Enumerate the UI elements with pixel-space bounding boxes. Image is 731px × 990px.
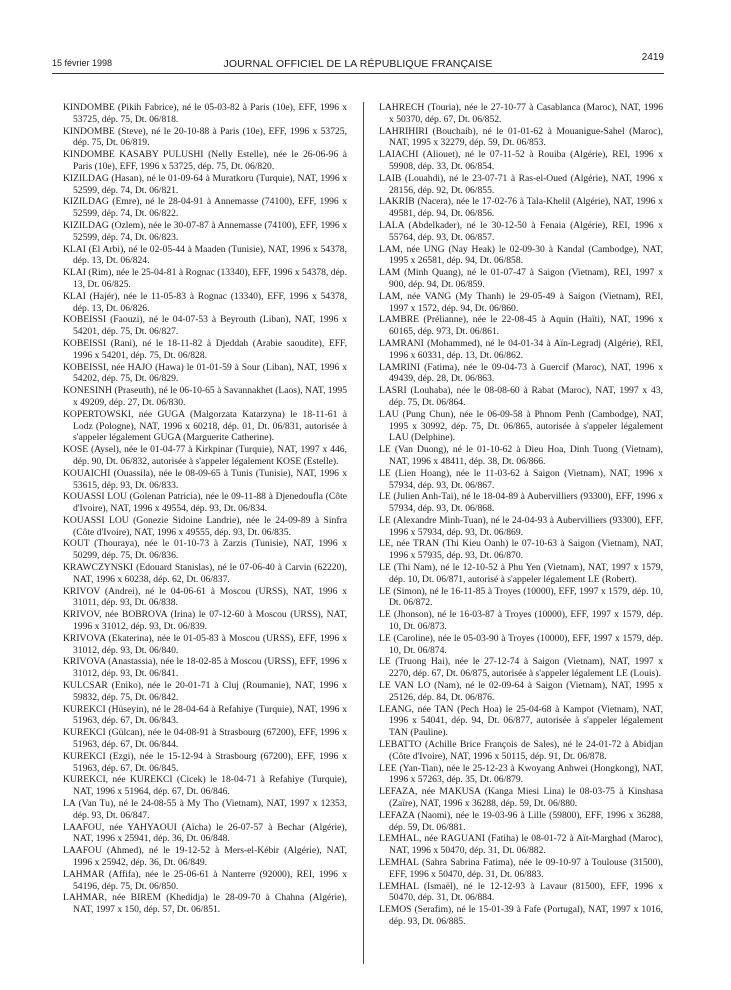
registry-entry: LAM, née VANG (My Thanh) le 29-05-49 à Saigon (Vietnam), REI, 1997 x 1572, dép. 94, Dt. 06/860. [379, 290, 663, 314]
publication-date: 15 février 1998 [52, 58, 113, 68]
registry-entry: KRIVOV (Andrei), né le 04-06-61 à Moscou (URSS), NAT, 1996 x 31011, dép. 93, Dt. 06/838. [63, 585, 347, 609]
registry-entry: KINDOMBE (Steve), né le 20-10-88 à Paris (10e), EFF, 1996 x 53725, dép. 75, Dt. 06/819. [63, 125, 347, 149]
registry-entry: LEBATTO (Achille Brice François de Sales), né le 24-01-72 à Abidjan (Côte d'Ivoire), NAT, 1996 x 50115, dép. 91, Dt. 06/878. [379, 739, 663, 762]
left-column [63, 102, 347, 982]
registry-entry: KIZILDAG (Ozlem), née le 30-07-87 à Annemasse (74100), EFF, 1996 x 52599, dép. 74, Dt. 06/823. [63, 219, 347, 243]
registry-entry: LAKRIB (Nacera), née le 17-02-76 à Tala-Khelil (Algérie), NAT, 1996 x 49581, dép. 94, Dt. 06/856. [379, 196, 663, 220]
registry-entry: KIZILDAG (Emre), né le 28-04-91 à Annemasse (74100), EFF, 1996 x 52599, dép. 74, Dt. 06/822. [63, 196, 347, 220]
registry-entry: LEMOS (Serafim), né le 15-01-39 à Fafe (Portugal), NAT, 1997 x 1016, dép. 93, Dt. 06/885. [379, 904, 663, 927]
registry-entry: LAHMAR (Affifa), née le 25-06-61 à Nanterre (92000), REI, 1996 x 54196, dép. 75, Dt. 06/850. [63, 868, 347, 892]
registry-entry: LALA (Abdelkader), né le 30-12-50 à Fenaia (Algérie), REI, 1996 x 55764, dép. 93, Dt. 06/857. [379, 219, 663, 243]
registry-entry: LE (Caroline), née le 05-03-90 à Troyes (10000), EFF, 1997 x 1579, dép. 10, Dt. 06/874. [379, 632, 663, 656]
registry-entry: KRIVOV, née BOBROVA (Irina) le 07-12-60 à Moscou (URSS), NAT, 1996 x 31012, dép. 93, Dt. 06/839. [63, 609, 347, 633]
registry-entry: LA (Van Tu), né le 24-08-55 à My Tho (Vietnam), NAT, 1997 x 12353, dép. 93, Dt. 06/847. [63, 798, 347, 821]
registry-entry: LEMHAL (Sahra Sabrina Fatima), née le 09-10-97 à Toulouse (31500), EFF, 1996 x 50470, dép. 31, Dt. 06/883. [379, 857, 663, 880]
registry-entry: LE, née TRAN (Thi Kieu Oanh) le 07-10-63 à Saigon (Vietnam), NAT, 1996 x 57935, dép. 93, Dt. 06/870. [379, 538, 663, 562]
registry-entry: KOUASSI LOU (Gonezie Sidoine Landrie), née le 24-09-89 à Sinfra (Côte d'Ivoire), NAT, 1996 x 49555, dép. 93, Dt. 06/835. [63, 514, 347, 538]
registry-entry: LEFAZA (Naomi), née le 19-03-96 à Lille (59800), EFF, 1996 x 36288, dép. 59, Dt. 06/881. [379, 809, 663, 833]
registry-entry: LE (Simon), né le 16-11-85 à Troyes (10000), EFF, 1997 x 1579, dép. 10, Dt. 06/872. [379, 585, 663, 609]
registry-entry: KIZILDAG (Hasan), né le 01-09-64 à Muratkoru (Turquie), NAT, 1996 x 52599, dép. 74, Dt. 06/821. [63, 172, 347, 196]
registry-entry: LE (Alexandre Minh-Tuan), né le 24-04-93 à Aubervilliers (93300), EFF, 1996 x 57934, dép. 93, Dt. 06/869. [379, 514, 663, 538]
registry-entry: LAHMAR, née BIREM (Khedidja) le 28-09-70 à Chahna (Algérie), NAT, 1997 x 150, dép. 57, Dt. 06/851. [63, 892, 347, 916]
registry-entry: LE (Jhonson), né le 16-03-87 à Troyes (10000), EFF, 1997 x 1579, dép. 10, Dt. 06/873. [379, 609, 663, 633]
registry-entry: KOBEISSI (Rani), né le 18-11-82 à Djeddah (Arabie saoudite), EFF, 1996 x 54201, dép. 75, Dt. 06/828. [63, 337, 347, 361]
page-number: 2419 [641, 52, 664, 63]
registry-entry: KLAI (Rim), née le 25-04-81 à Rognac (13340), EFF, 1996 x 54378, dép. 13, Dt. 06/825. [63, 267, 347, 290]
registry-entry: LEFAZA, née MAKUSA (Kanga Miesi Lina) le 08-03-75 à Kinshasa (Zaïre), NAT, 1996 x 36288, dép. 59, Dt. 06/880. [379, 786, 663, 810]
registry-entry: KONESINH (Praseuth), né le 06-10-65 à Savannakhet (Laos), NAT, 1995 x 49209, dép. 27, Dt. 06/830. [63, 385, 347, 408]
column-divider [363, 102, 364, 964]
registry-entry: LEMHAL, née RAGUANI (Fatiha) le 08-01-72 à Aït-Marghad (Maroc), NAT, 1996 x 50470, dép. 31, Dt. 06/882. [379, 833, 663, 857]
registry-entry: LAIB (Louahdi), né le 23-07-71 à Ras-el-Oued (Algérie), NAT, 1996 x 28156, dép. 92, Dt. 06/855. [379, 172, 663, 196]
registry-entry: KLAI (El Arbi), né le 02-05-44 à Maaden (Tunisie), NAT, 1996 x 54378, dép. 13, Dt. 06/824. [63, 243, 347, 267]
registry-entry: KUREKCI (Gülcan), née le 04-08-91 à Strasbourg (67200), EFF, 1996 x 51963, dép. 67, Dt. 06/844. [63, 727, 347, 751]
registry-entry: LE (Lien Hoang), née le 11-03-62 à Saigon (Vietnam), NAT, 1996 x 57934, dép. 93, Dt. 06/867. [379, 467, 663, 491]
registry-entry: LEANG, née TAN (Pech Hoa) le 25-04-68 à Kampot (Vietnam), NAT, 1996 x 54041, dép. 94, Dt. 06/877, autorisée à s'appeler légalement TAN (Pauline). [379, 703, 663, 739]
registry-entry: KOSE (Aysel), née le 01-04-77 à Kirkpinar (Turquie), NAT, 1997 x 446, dép. 90, Dt. 06/832, autorisée à s'appeler légalement KOSE (Estelle). [63, 444, 347, 467]
registry-entry: LAMRANI (Mohammed), né le 04-01-34 à Aïn-Legradj (Algérie), REI, 1996 x 60331, dép. 13, Dt. 06/862. [379, 337, 663, 361]
registry-entry: KLAI (Hajér), née le 11-05-83 à Rognac (13340), EFF, 1996 x 54378, dép. 13, Dt. 06/826. [63, 290, 347, 314]
registry-entry: LEE (Yan-Tian), née le 25-12-23 à Kwoyang Anhwei (Hongkong), NAT, 1996 x 57263, dép. 35, Dt. 06/879. [379, 762, 663, 786]
registry-entry: KOUASSI LOU (Golenan Patricia), née le 09-11-88 à Djenedoufla (Côte d'Ivoire), NAT, 1996 x 49554, dép. 93, Dt. 06/834. [63, 491, 347, 515]
registry-entry: KINDOMBE (Pikih Fabrice), né le 05-03-82 à Paris (10e), EFF, 1996 x 53725, dép. 75, Dt. 06/818. [63, 102, 347, 125]
page-header [52, 52, 664, 68]
registry-entry: KOPERTOWSKI, née GUGA (Malgorzata Katarzyna) le 18-11-61 à Lodz (Pologne), NAT, 1996 x 60218, dép. 01, Dt. 06/831, autorisée à s'appeler légalement GUGA (Marguerite Catherine). [63, 408, 347, 444]
registry-entry: KRAWCZYNSKI (Edouard Stanislas), né le 07-06-40 à Carvin (62220), NAT, 1996 x 60238, dép. 62, Dt. 06/837. [63, 562, 347, 585]
registry-entry: LAIACHI (Aliouet), né le 07-11-52 à Rouiba (Algérie), REI, 1996 x 59908, dép. 33, Dt. 06/854. [379, 149, 663, 172]
registry-entry: LAAFOU, née YAHYAOUI (Aïcha) le 26-07-57 à Bechar (Algérie), NAT, 1996 x 25941, dép. 36, Dt. 06/848. [63, 821, 347, 845]
registry-entry: LAU (Pung Chun), née le 06-09-58 à Phnom Penh (Cambodge), NAT, 1995 x 30992, dép. 75, Dt. 06/865, autorisée à s'appeler légalement LAU (Delphine). [379, 408, 663, 444]
journal-title: JOURNAL OFFICIEL DE LA RÉPUBLIQUE FRANÇAISE [223, 58, 493, 70]
registry-entry: KRIVOVA (Anastassia), née le 18-02-85 à Moscou (URSS), EFF, 1996 x 31012, dép. 93, Dt. 06/841. [63, 656, 347, 680]
registry-entry: LAM (Minh Quang), né le 01-07-47 à Saigon (Vietnam), REI, 1997 x 900, dép. 94, Dt. 06/859. [379, 267, 663, 290]
registry-entry: LE (Julien Anh-Tai), né le 18-04-89 à Aubervilliers (93300), EFF, 1996 x 57934, dép. 93, Dt. 06/868. [379, 491, 663, 515]
registry-entry: KOBEISSI, née HAJO (Hawa) le 01-01-59 à Sour (Liban), NAT, 1996 x 54202, dép. 75, Dt. 06/829. [63, 361, 347, 385]
registry-entry: KOBEISSI (Faouzi), né le 04-07-53 à Beyrouth (Liban), NAT, 1996 x 54201, dép. 75, Dt. 06/827. [63, 314, 347, 338]
registry-entry: KOUAICHI (Ouassila), née le 08-09-65 à Tunis (Tunisie), NAT, 1996 x 53615, dép. 93, Dt. 06/833. [63, 467, 347, 491]
registry-entry: KOUT (Thouraya), née le 01-10-73 à Zarzis (Tunisie), NAT, 1996 x 50299, dép. 75, Dt. 06/836. [63, 538, 347, 562]
registry-entry: LAM, née UNG (Nay Heak) le 02-09-30 à Kandal (Cambodge), NAT, 1995 x 26581, dép. 94, Dt. 06/858. [379, 243, 663, 267]
registry-entry: KRIVOVA (Ekaterina), née le 01-05-83 à Moscou (URSS), EFF, 1996 x 31012, dép. 93, Dt. 06/840. [63, 632, 347, 656]
registry-entry: LEMHAL (Ismaël), né le 12-12-93 à Lavaur (81500), EFF, 1996 x 50470, dép. 31, Dt. 06/884. [379, 880, 663, 904]
right-column [379, 102, 663, 982]
registry-entry: LAMRINI (Fatima), née le 09-04-73 à Guercif (Maroc), NAT, 1996 x 49439, dép. 28, Dt. 06/863. [379, 361, 663, 385]
registry-entry: LE (Thi Nam), né le 12-10-52 à Phu Yen (Vietnam), NAT, 1997 x 1579, dép. 10, Dt. 06/871, autorisé à s'appeler légalement LE (Robert). [379, 562, 663, 585]
registry-entry: KINDOMBE KASABY PULUSHI (Nelly Estelle), née le 26-06-96 à Paris (10e), EFF, 1996 x 53725, dép. 75, Dt. 06/820. [63, 149, 347, 172]
registry-entry: LASRI (Louhaba), née le 08-08-60 à Rabat (Maroc), NAT, 1997 x 43, dép. 75, Dt. 06/864. [379, 385, 663, 408]
registry-entry: LAHRECH (Touria), née le 27-10-77 à Casablanca (Maroc), NAT, 1996 x 50370, dép. 67, Dt. 06/852. [379, 102, 663, 125]
registry-entry: LAHRIHIRI (Bouchaib), né le 01-01-62 à Mouanigue-Sahel (Maroc), NAT, 1995 x 32279, dép. 59, Dt. 06/853. [379, 125, 663, 149]
registry-entry: LE VAN LO (Nam), né le 02-09-64 à Saigon (Vietnam), NAT, 1995 x 25126, dép. 84, Dt. 06/876. [379, 680, 663, 703]
registry-entry: LAAFOU (Ahmed), né le 19-12-52 à Mers-el-Kébir (Algérie), NAT, 1996 x 25942, dép. 36, Dt. 06/849. [63, 845, 347, 868]
registry-entry: KULCSAR (Eniko), née le 20-01-71 à Cluj (Roumanie), NAT, 1996 x 59832, dép. 75, Dt. 06/842. [63, 680, 347, 703]
header-rule [52, 73, 664, 74]
registry-entry: KUREKCI (Hüseyin), né le 28-04-64 à Refahiye (Turquie), NAT, 1996 x 51963, dép. 67, Dt. 06/843. [63, 703, 347, 727]
registry-entry: KUREKCI (Ezgi), née le 15-12-94 à Strasbourg (67200), EFF, 1996 x 51963, dép. 67, Dt. 06/845. [63, 750, 347, 774]
registry-entry: LE (Van Duong), né le 01-10-62 à Dieu Hoa, Dinh Tuong (Vietnam), NAT, 1996 x 48411, dép. 38, Dt. 06/866. [379, 444, 663, 467]
registry-entry: LE (Truong Hai), née le 27-12-74 à Saigon (Vietnam), NAT, 1997 x 2270, dép. 67, Dt. 06/875, autorisée à s'appeler légalement LE (Louis). [379, 656, 663, 680]
registry-entry: KUREKCI, née KUREKCI (Cicek) le 18-04-71 à Refahiye (Turquie), NAT, 1996 x 51964, dép. 67, Dt. 06/846. [63, 774, 347, 798]
registry-entry: LAMBRE (Prélianne), née le 22-08-45 à Aquin (Haïti), NAT, 1996 x 60165, dép. 973, Dt. 06/861. [379, 314, 663, 338]
